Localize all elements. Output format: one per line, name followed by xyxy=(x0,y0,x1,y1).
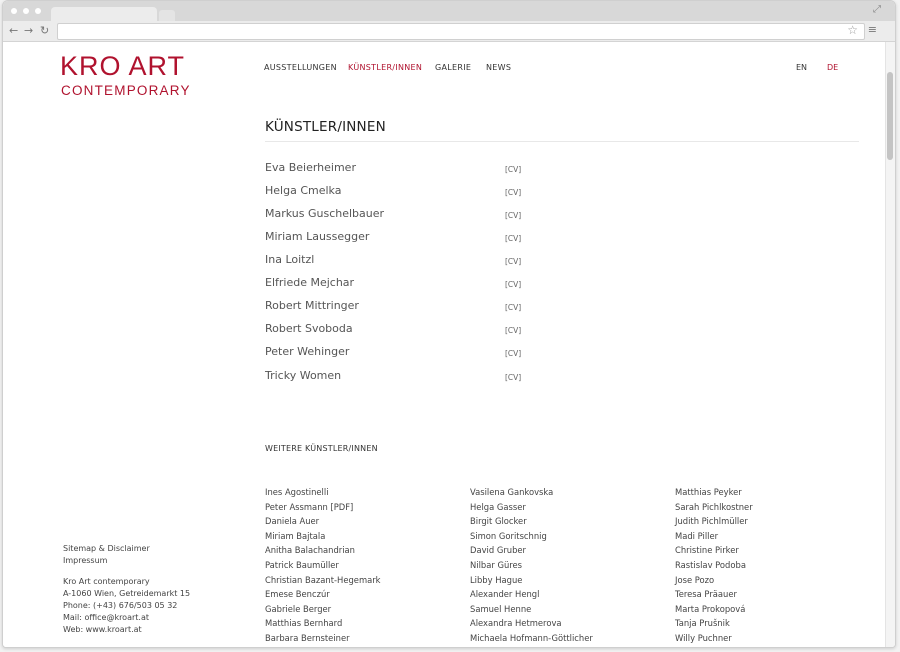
logo-line1[interactable]: KRO ART xyxy=(60,51,186,81)
cv-link[interactable]: [CV] xyxy=(505,280,522,289)
list-item[interactable]: Tanja Prušnik xyxy=(675,618,730,629)
footer-sitemap-link[interactable]: Sitemap & Disclaimer xyxy=(63,544,150,553)
cv-link[interactable]: [CV] xyxy=(505,257,522,266)
list-item[interactable]: Gabriele Berger xyxy=(265,603,332,614)
footer-phone: Phone: (+43) 676/503 05 32 xyxy=(63,601,178,610)
arrow-left-icon[interactable]: ← xyxy=(9,24,19,37)
list-item[interactable]: Daniela Auer xyxy=(265,516,320,527)
list-item[interactable]: Peter Assmann [PDF] xyxy=(265,501,354,512)
list-item[interactable]: Vasilena Gankovska xyxy=(470,487,554,497)
footer-mail[interactable]: Mail: office@kroart.at xyxy=(63,613,149,622)
list-item[interactable]: Ines Agostinelli xyxy=(265,487,329,497)
artist-link[interactable]: Miriam Laussegger xyxy=(265,230,370,243)
fullscreen-icon[interactable]: ⤢ xyxy=(873,4,881,15)
list-item[interactable]: Marta Prokopová xyxy=(675,603,746,614)
new-tab-button[interactable] xyxy=(159,10,175,21)
tab-bar xyxy=(3,1,895,21)
more-artists-heading: WEITERE KÜNSTLER/INNEN xyxy=(265,444,378,453)
footer-web[interactable]: Web: www.kroart.at xyxy=(63,625,142,634)
cv-link[interactable]: [CV] xyxy=(505,326,522,335)
list-item[interactable]: Libby Hague xyxy=(470,574,523,585)
cv-link[interactable]: [CV] xyxy=(505,373,522,382)
list-item[interactable]: Jose Pozo xyxy=(675,574,715,585)
artist-link[interactable]: Markus Guschelbauer xyxy=(265,207,385,220)
list-item[interactable]: Barbara Bernsteiner xyxy=(265,632,350,643)
list-item[interactable]: David Gruber xyxy=(470,545,526,556)
nav-item-ausstellungen[interactable]: AUSSTELLUNGEN xyxy=(264,63,337,72)
browser-tab[interactable] xyxy=(51,7,157,21)
artist-link[interactable]: Robert Svoboda xyxy=(265,322,353,335)
title-divider xyxy=(265,141,859,142)
list-item[interactable]: Rastislav Podoba xyxy=(675,559,746,570)
list-item[interactable]: Miriam Bajtala xyxy=(265,530,326,541)
browser-frame xyxy=(2,0,896,648)
page-scrollbar[interactable] xyxy=(885,42,895,647)
lang-en[interactable]: EN xyxy=(796,63,808,72)
footer-company: Kro Art contemporary xyxy=(63,577,150,586)
reload-icon[interactable]: ↻ xyxy=(40,24,50,37)
page-title: KÜNSTLER/INNEN xyxy=(265,119,386,135)
list-item[interactable]: Judith Pichlmüller xyxy=(675,516,748,527)
footer-address: A-1060 Wien, Getreidemarkt 15 xyxy=(63,589,191,598)
nav-item-kuenstler[interactable]: KÜNSTLER/INNEN xyxy=(348,63,423,72)
hamburger-icon[interactable]: ≡ xyxy=(867,23,877,36)
lang-de[interactable]: DE xyxy=(827,63,839,72)
list-item[interactable]: Emese Benczúr xyxy=(265,589,330,600)
list-item[interactable]: Alexandra Hetmerova xyxy=(470,618,562,629)
cv-link[interactable]: [CV] xyxy=(505,188,522,197)
more-artists-column-1 xyxy=(265,485,381,646)
artist-link[interactable]: Peter Wehinger xyxy=(265,345,350,358)
list-item[interactable]: Alexander Hengl xyxy=(470,589,540,600)
list-item[interactable]: Patrick Baumüller xyxy=(265,559,339,570)
artist-link[interactable]: Eva Beierheimer xyxy=(265,161,356,174)
page-content xyxy=(3,42,885,647)
footer-impressum-link[interactable]: Impressum xyxy=(63,556,108,565)
list-item[interactable]: Samuel Henne xyxy=(470,603,532,614)
more-artists-column-2 xyxy=(470,485,593,646)
nav-item-news[interactable]: NEWS xyxy=(486,63,512,72)
list-item[interactable]: Anitha Balachandrian xyxy=(265,545,355,556)
artist-link[interactable]: Helga Cmelka xyxy=(265,184,342,197)
list-item[interactable]: Madi Piller xyxy=(675,530,719,541)
artist-link[interactable]: Tricky Women xyxy=(265,369,342,382)
artist-link[interactable]: Elfriede Mejchar xyxy=(265,276,355,289)
list-item[interactable]: Nilbar Güres xyxy=(470,559,523,570)
list-item[interactable]: Willy Puchner xyxy=(675,632,732,643)
list-item[interactable]: Matthias Bernhard xyxy=(265,618,343,629)
list-item[interactable]: Christine Pirker xyxy=(675,545,739,556)
list-item[interactable]: Matthias Peyker xyxy=(675,487,742,497)
artist-link[interactable]: Ina Loitzl xyxy=(265,253,315,266)
address-bar[interactable] xyxy=(57,23,865,40)
list-item[interactable]: Christian Bazant-Hegemark xyxy=(265,574,381,585)
list-item[interactable]: Sarah Pichlkostner xyxy=(675,501,753,512)
window-minimize-dot[interactable] xyxy=(23,8,29,14)
list-item[interactable]: Birgit Glocker xyxy=(470,516,527,527)
cv-link[interactable]: [CV] xyxy=(505,165,522,174)
window-close-dot[interactable] xyxy=(11,8,17,14)
browser-toolbar xyxy=(3,21,895,42)
window-maximize-dot[interactable] xyxy=(35,8,41,14)
more-artists-column-3 xyxy=(675,485,753,646)
star-icon[interactable]: ☆ xyxy=(847,23,858,37)
arrow-right-icon[interactable]: → xyxy=(24,24,34,37)
scrollbar-thumb[interactable] xyxy=(887,72,893,160)
logo-line2[interactable]: CONTEMPORARY xyxy=(61,83,191,98)
artist-link[interactable]: Robert Mittringer xyxy=(265,299,359,312)
list-item[interactable]: Helga Gasser xyxy=(470,501,526,512)
list-item[interactable]: Michaela Hofmann-Göttlicher xyxy=(470,632,593,643)
list-item[interactable]: Simon Goritschnig xyxy=(470,530,547,541)
list-item[interactable]: Teresa Präauer xyxy=(675,589,737,600)
cv-link[interactable]: [CV] xyxy=(505,234,522,243)
cv-link[interactable]: [CV] xyxy=(505,211,522,220)
cv-link[interactable]: [CV] xyxy=(505,349,522,358)
nav-item-galerie[interactable]: GALERIE xyxy=(435,63,472,72)
cv-link[interactable]: [CV] xyxy=(505,303,522,312)
